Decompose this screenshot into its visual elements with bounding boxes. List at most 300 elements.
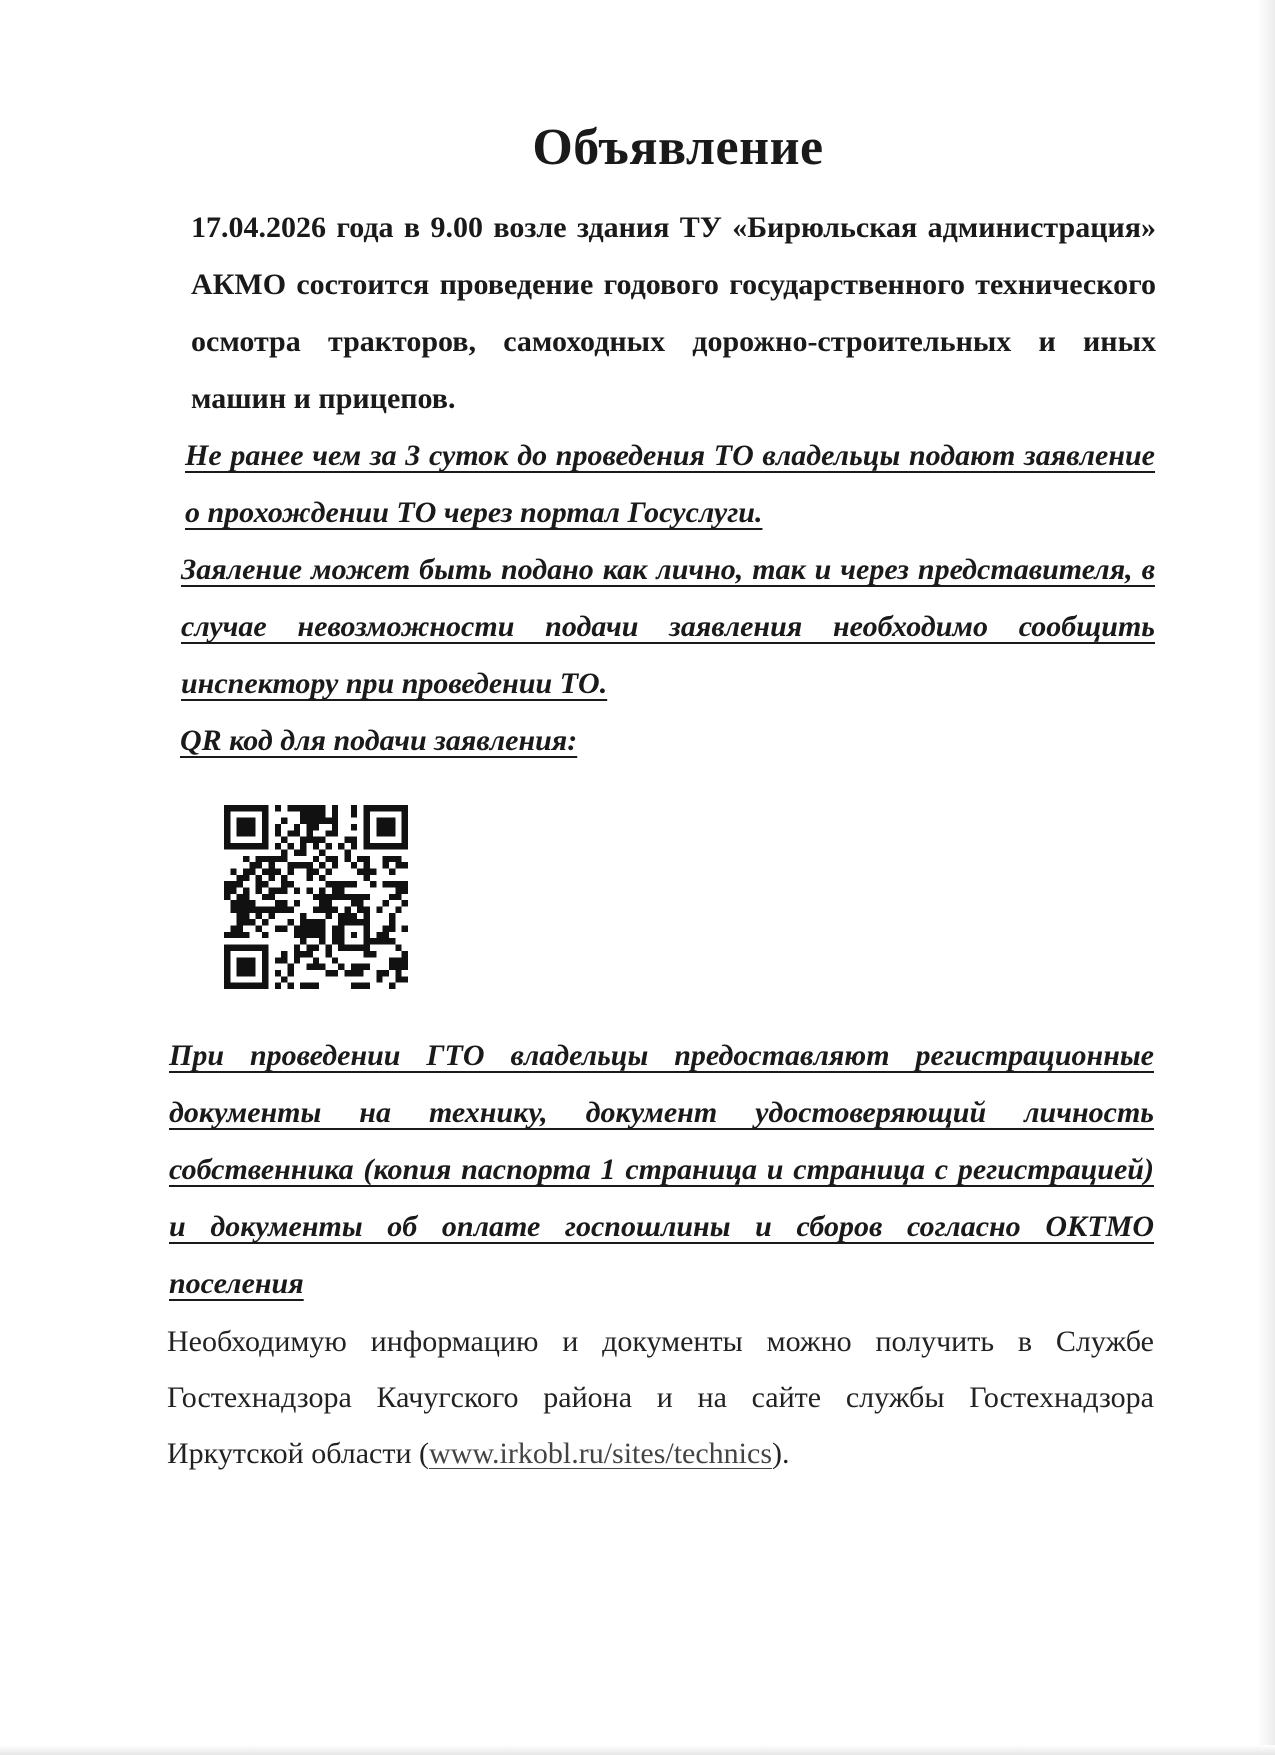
qr-module [281,837,287,843]
qr-module [351,913,357,919]
qr-module [351,970,357,976]
qr-module [237,970,243,976]
qr-module [402,811,408,817]
qr-module [262,983,268,989]
qr-module [224,932,230,938]
qr-module [306,964,312,970]
qr-module [395,887,401,893]
qr-module [383,856,389,862]
qr-module [281,907,287,913]
qr-module [389,894,395,900]
qr-module [370,881,376,887]
qr-module [224,843,230,849]
qr-module [313,805,319,811]
qr-module [268,887,274,893]
qr-module [351,881,357,887]
info-end: ). [772,1437,790,1470]
qr-module [306,875,312,881]
qr-module [287,868,293,874]
qr-module [351,900,357,906]
qr-module [243,830,249,836]
qr-module [395,964,401,970]
qr-module [224,830,230,836]
qr-module [332,957,338,963]
qr-module [256,856,262,862]
qr-module [281,856,287,862]
qr-module [351,919,357,925]
qr-module [383,900,389,906]
qr-module [230,900,236,906]
qr-module [275,843,281,849]
qr-module [243,856,249,862]
qr-module [249,824,255,830]
qr-module [281,881,287,887]
qr-module [224,881,230,887]
qr-module [249,862,255,868]
qr-module [389,919,395,925]
qr-module [383,830,389,836]
qr-module [376,907,382,913]
qr-module [332,938,338,944]
qr-module [319,964,325,970]
qr-module [275,805,281,811]
qr-module [294,957,300,963]
qr-module [281,875,287,881]
qr-module [256,945,262,951]
qr-module [357,945,363,951]
qr-module [268,856,274,862]
qr-module [332,887,338,893]
qr-module [249,919,255,925]
qr-module [262,830,268,836]
qr-module [345,837,351,843]
qr-module [243,970,249,976]
qr-module [243,887,249,893]
qr-module [364,945,370,951]
qr-label: QR код для подачи заявления: [180,724,578,757]
qr-module [281,849,287,855]
qr-module [249,907,255,913]
qr-module [383,926,389,932]
qr-module [262,856,268,862]
qr-module [376,818,382,824]
qr-module [224,811,230,817]
qr-module [313,919,319,925]
qr-module [294,824,300,830]
qr-module [230,907,236,913]
qr-module [287,907,293,913]
qr-module [351,894,357,900]
qr-module [389,824,395,830]
qr-module [243,843,249,849]
qr-module [256,913,262,919]
qr-module [389,983,395,989]
qr-module [357,868,363,874]
qr-module [243,932,249,938]
qr-module [383,932,389,938]
qr-module [237,894,243,900]
qr-module [351,805,357,811]
qr-module [376,938,382,944]
qr-module [395,862,401,868]
qr-module [332,805,338,811]
qr-module [237,805,243,811]
qr-module [256,805,262,811]
qr-module [237,824,243,830]
qr-module [243,964,249,970]
qr-module [268,913,274,919]
qr-module [326,856,332,862]
qr-module [383,805,389,811]
qr-module [395,957,401,963]
qr-module [402,824,408,830]
qr-module [383,938,389,944]
qr-module [287,830,293,836]
qr-module [357,970,363,976]
qr-module [326,951,332,957]
qr-module [306,824,312,830]
qr-module [224,951,230,957]
qr-module [268,868,274,874]
qr-module [395,976,401,982]
qr-module [300,837,306,843]
qr-module [332,862,338,868]
qr-module [376,830,382,836]
qr-module [230,887,236,893]
qr-module [287,919,293,925]
qr-module [364,837,370,843]
qr-module [306,945,312,951]
qr-module [370,938,376,944]
qr-module [237,900,243,906]
qr-module [332,824,338,830]
qr-module [313,818,319,824]
qr-module [326,818,332,824]
qr-module [402,976,408,982]
qr-module [364,919,370,925]
qr-module [389,856,395,862]
qr-module [294,805,300,811]
qr-module [376,805,382,811]
qr-module [345,913,351,919]
qr-module [256,983,262,989]
qr-module [395,881,401,887]
qr-module [275,856,281,862]
qr-module [370,843,376,849]
qr-module [256,907,262,913]
qr-module [326,868,332,874]
qr-module [262,837,268,843]
qr-module [306,837,312,843]
qr-module [395,843,401,849]
qr-module [294,900,300,906]
qr-module [383,970,389,976]
qr-module [402,887,408,893]
qr-module [313,945,319,951]
qr-module [345,907,351,913]
qr-module [281,900,287,906]
qr-module [364,818,370,824]
qr-module [224,887,230,893]
qr-module [364,862,370,868]
qr-module [319,862,325,868]
qr-module [351,983,357,989]
qr-module [345,849,351,855]
qr-module [237,907,243,913]
qr-module [230,932,236,938]
qr-module [268,862,274,868]
qr-module [357,856,363,862]
qr-module [395,856,401,862]
qr-module [351,932,357,938]
qr-module [306,818,312,824]
qr-module [306,932,312,938]
representative-notice: Заяление может быть подано как лично, так и через представителя, в случае невозможности подачи заявления необходимо сообщить инспектору при проведении ТО. [181,553,1155,700]
qr-module [319,849,325,855]
qr-module [237,932,243,938]
qr-module [351,824,357,830]
qr-module [313,983,319,989]
qr-module [275,926,281,932]
qr-module [249,964,255,970]
qr-module [294,945,300,951]
qr-module [351,811,357,817]
qr-module [237,926,243,932]
qr-module [306,868,312,874]
qr-module [262,907,268,913]
qr-module [275,983,281,989]
qr-module [326,843,332,849]
qr-module [357,907,363,913]
qr-module [383,862,389,868]
qr-module [224,976,230,982]
qr-module [389,938,395,944]
qr-module [332,811,338,817]
qr-module [319,938,325,944]
qr-module [351,843,357,849]
qr-module [364,875,370,881]
qr-module [300,983,306,989]
qr-module [326,907,332,913]
qr-module [370,868,376,874]
qr-module [300,811,306,817]
qr-module [300,862,306,868]
qr-module [306,926,312,932]
qr-module [364,926,370,932]
qr-module [262,970,268,976]
qr-module [313,964,319,970]
qr-module [319,811,325,817]
qr-module [326,913,332,919]
qr-module [275,830,281,836]
qr-module [224,957,230,963]
qr-module [237,875,243,881]
qr-module [262,951,268,957]
qr-module [230,926,236,932]
qr-module [364,907,370,913]
qr-module [326,894,332,900]
qr-module [402,926,408,932]
qr-module [230,805,236,811]
qr-module [402,843,408,849]
qr-module [243,875,249,881]
qr-module [332,894,338,900]
qr-module [262,894,268,900]
qr-module [224,805,230,811]
qr-module [243,957,249,963]
qr-module [389,843,395,849]
qr-module [326,900,332,906]
qr-module [364,964,370,970]
qr-module [338,926,344,932]
qr-module [338,938,344,944]
announcement-page [167,118,1158,1482]
qr-module [389,913,395,919]
qr-module [262,919,268,925]
qr-module [332,970,338,976]
qr-module [256,881,262,887]
qr-module [338,887,344,893]
qr-module [345,894,351,900]
qr-module [402,805,408,811]
qr-module [281,957,287,963]
qr-module [383,824,389,830]
qr-module [294,862,300,868]
qr-module [230,881,236,887]
qr-module [237,957,243,963]
qr-module [402,964,408,970]
qr-module [402,957,408,963]
qr-module [275,907,281,913]
qr-module [319,818,325,824]
qr-module [338,881,344,887]
qr-module [243,945,249,951]
qr-module [249,957,255,963]
qr-module [313,824,319,830]
qr-module [364,913,370,919]
qr-module [313,932,319,938]
qr-module [275,868,281,874]
qr-module [306,983,312,989]
qr-module [319,887,325,893]
qr-module [332,926,338,932]
qr-module [370,951,376,957]
qr-module [326,970,332,976]
qr-module [275,970,281,976]
qr-module [389,868,395,874]
qr-module [294,932,300,938]
qr-module [262,932,268,938]
qr-module [306,862,312,868]
qr-module [364,805,370,811]
qr-module [351,945,357,951]
qr-module [370,805,376,811]
qr-module [338,843,344,849]
qr-module [268,907,274,913]
qr-module [326,830,332,836]
qr-module [237,843,243,849]
qr-module [281,926,287,932]
website-link[interactable]: www.irkobl.ru/sites/technics [429,1437,772,1470]
qr-module [224,983,230,989]
qr-module [243,894,249,900]
qr-module [243,805,249,811]
qr-module [357,983,363,989]
qr-module [262,964,268,970]
qr-module [376,843,382,849]
qr-module [281,951,287,957]
page-title: Объявление [532,119,824,176]
info-paragraph [167,1314,1154,1482]
qr-module [287,970,293,976]
qr-module [313,868,319,874]
qr-module [224,894,230,900]
qr-module [313,907,319,913]
qr-code-icon[interactable] [224,805,408,989]
qr-module [262,957,268,963]
qr-module [364,932,370,938]
qr-module [313,811,319,817]
qr-module [402,830,408,836]
qr-module [224,945,230,951]
qr-module [306,951,312,957]
qr-module [300,805,306,811]
qr-module [224,970,230,976]
qr-module [402,881,408,887]
qr-module [249,868,255,874]
qr-module [275,887,281,893]
qr-module [237,945,243,951]
qr-module [249,900,255,906]
qr-module [402,951,408,957]
qr-module [319,805,325,811]
qr-module [345,881,351,887]
qr-module [243,818,249,824]
qr-module [268,875,274,881]
qr-module [243,907,249,913]
qr-module [383,843,389,849]
qr-module [326,945,332,951]
qr-module [237,830,243,836]
qr-module [243,900,249,906]
qr-module [237,881,243,887]
qr-module [338,945,344,951]
qr-module [364,843,370,849]
qr-module [262,868,268,874]
qr-module [364,983,370,989]
qr-module [351,862,357,868]
qr-module [262,843,268,849]
qr-module [275,824,281,830]
qr-module [237,919,243,925]
qr-module [389,881,395,887]
qr-module [249,843,255,849]
qr-module [332,881,338,887]
qr-module [402,837,408,843]
qr-module [230,868,236,874]
qr-module [376,976,382,982]
qr-module [249,945,255,951]
qr-module [256,926,262,932]
qr-module [313,837,319,843]
qr-module [402,818,408,824]
qr-module [395,970,401,976]
qr-module [249,818,255,824]
qr-module [294,849,300,855]
qr-module [300,913,306,919]
qr-module [351,837,357,843]
qr-module [338,913,344,919]
